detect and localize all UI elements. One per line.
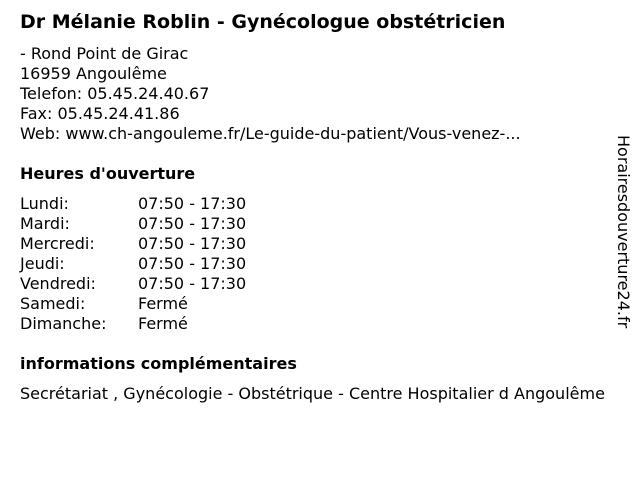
hours-row-samedi bbox=[20, 294, 246, 314]
street-line: - Rond Point de Girac bbox=[20, 44, 189, 63]
site-watermark: Horairesdouverture24.fr bbox=[614, 135, 633, 329]
hours-time: 07:50 - 17:30 bbox=[138, 214, 247, 233]
hours-row-mardi bbox=[20, 214, 246, 234]
hours-day: Mardi: bbox=[20, 214, 70, 233]
hours-time: 07:50 - 17:30 bbox=[138, 254, 247, 273]
hours-table bbox=[20, 194, 246, 334]
hours-day: Samedi: bbox=[20, 294, 86, 313]
hours-time: Fermé bbox=[138, 314, 188, 333]
hours-day: Jeudi: bbox=[20, 254, 65, 273]
info-heading: informations complémentaires bbox=[20, 354, 297, 373]
hours-time: 07:50 - 17:30 bbox=[138, 274, 247, 293]
hours-day: Mercredi: bbox=[20, 234, 95, 253]
hours-day: Dimanche: bbox=[20, 314, 107, 333]
page-title: Dr Mélanie Roblin - Gynécologue obstétricien bbox=[20, 11, 506, 33]
fax-line: Fax: 05.45.24.41.86 bbox=[20, 104, 180, 123]
hours-row-lundi bbox=[20, 194, 246, 214]
info-text: Secrétariat , Gynécologie - Obstétrique - Centre Hospitalier d Angoulême bbox=[20, 384, 605, 403]
address-block bbox=[20, 44, 521, 144]
hours-day: Vendredi: bbox=[20, 274, 96, 293]
hours-row-mercredi bbox=[20, 234, 246, 254]
city-line: 16959 Angoulême bbox=[20, 64, 167, 83]
hours-time: Fermé bbox=[138, 294, 188, 313]
hours-time: 07:50 - 17:30 bbox=[138, 194, 247, 213]
web-line: Web: www.ch-angouleme.fr/Le-guide-du-patient/Vous-venez-... bbox=[20, 124, 521, 143]
hours-time: 07:50 - 17:30 bbox=[138, 234, 247, 253]
hours-heading: Heures d'ouverture bbox=[20, 164, 196, 183]
hours-row-jeudi bbox=[20, 254, 246, 274]
hours-row-vendredi bbox=[20, 274, 246, 294]
phone-line: Telefon: 05.45.24.40.67 bbox=[20, 84, 210, 103]
hours-row-dimanche bbox=[20, 314, 246, 334]
hours-day: Lundi: bbox=[20, 194, 69, 213]
